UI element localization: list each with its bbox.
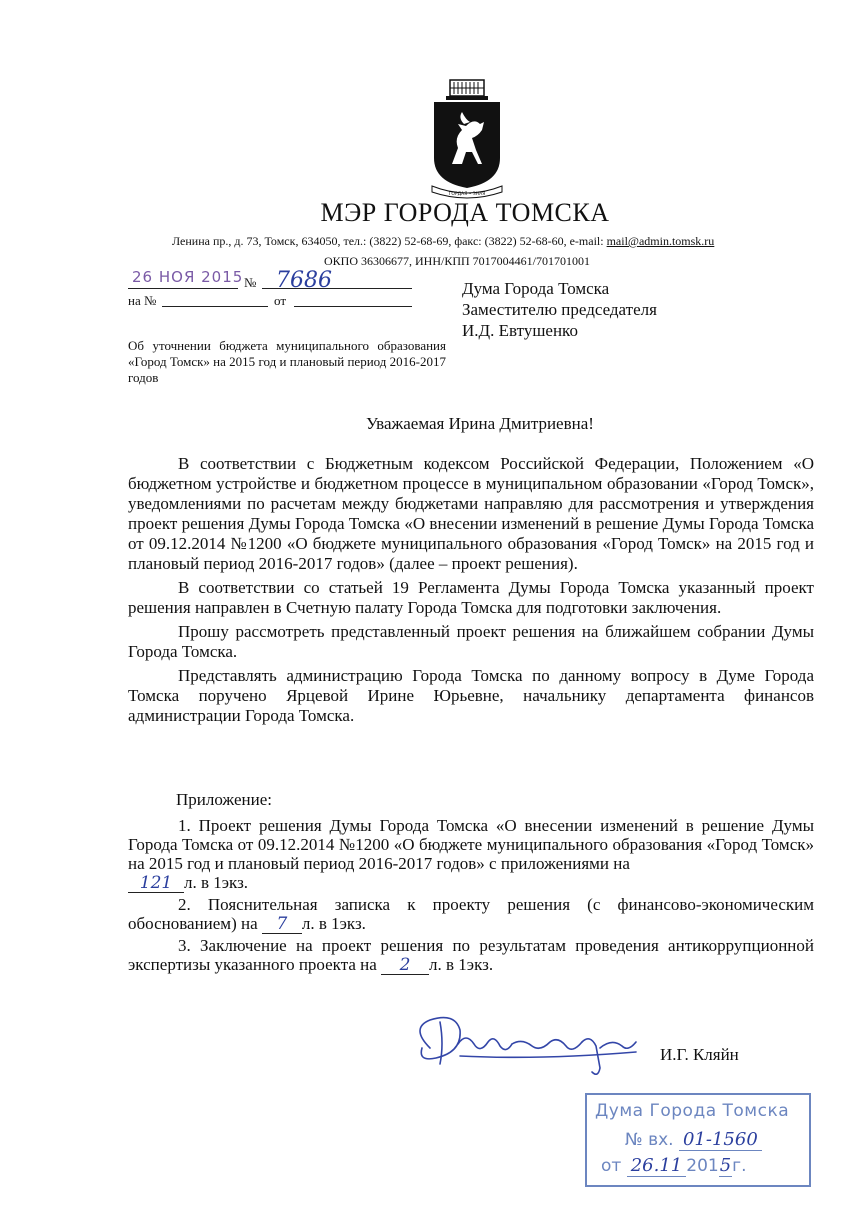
annex-list	[128, 816, 814, 977]
stamp-year-suffix: г.	[732, 1156, 747, 1176]
ref-number-label: на №	[128, 293, 157, 308]
outgoing-number: 7686	[276, 268, 332, 293]
outgoing-date-stamp: 26 НОЯ 2015	[132, 268, 244, 286]
crest-motto: ГОРДАЯ • ЗНАЯ	[448, 192, 486, 197]
stamp-date-prefix: от	[601, 1156, 622, 1176]
stamp-number-label: № вх.	[625, 1130, 674, 1150]
addressee-name: И.Д. Евтушенко	[462, 321, 578, 340]
body-paragraph: Представлять администрацию Города Томска по данному вопросу в Думе Города Томска поручено Ярцевой Ирине Юрьевне, начальнику департамента финансов администрации Города Томска.	[128, 666, 814, 725]
letter-subject: Об уточнении бюджета муниципального образования «Город Томск» на 2015 год и плановый период 2016-2017 годов	[128, 338, 446, 385]
ref-from-underline	[294, 306, 412, 307]
incoming-registration-stamp	[585, 1093, 811, 1187]
stamp-number-line	[625, 1129, 762, 1150]
signer-name: И.Г. Кляйн	[660, 1045, 739, 1064]
stamp-year-digit: 5	[719, 1155, 732, 1176]
annex-item	[128, 936, 814, 975]
greeting: Уважаемая Ирина Дмитриевна!	[366, 414, 594, 433]
number-underline	[262, 288, 412, 289]
letter-body	[128, 454, 814, 730]
ref-from-label: от	[274, 293, 287, 308]
annex-item-text: 3. Заключение на проект решения по результатам проведения антикоррупционной экспертизы указанного проекта на	[128, 936, 814, 974]
date-underline	[128, 288, 238, 289]
stamp-date-value: 26.11	[627, 1155, 687, 1177]
address-text: Ленина пр., д. 73, Томск, 634050, тел.: (3822) 52-68-69, факс: (3822) 52-68-60, e-mail:	[172, 234, 607, 248]
annex-item	[128, 895, 814, 934]
annex-item-text: 1. Проект решения Думы Города Томска «О внесении изменений в решение Думы Города Томска от 09.12.2014 №1200 «О бюджете муниципального образования «Город Томск» на 2015 год и плановый период 2016-2017 годов» с приложениями на	[128, 816, 814, 873]
ref-number-underline	[162, 306, 268, 307]
annex-item-text: 2. Пояснительная записка к проекту решения (с финансово-экономическим обоснованием) на	[128, 895, 814, 933]
annex-item	[128, 816, 814, 893]
body-paragraph: В соответствии со статьей 19 Регламента Думы Города Томска указанный проект решения направлен в Счетную палату Города Томска для подготовки заключения.	[128, 578, 814, 617]
annex-item-tail: л. в 1экз.	[301, 914, 366, 933]
letterhead-title: МЭР ГОРОДА ТОМСКА	[320, 198, 610, 227]
stamp-number-value: 01-1560	[679, 1129, 762, 1151]
letterhead-address	[172, 234, 714, 249]
body-paragraph: В соответствии с Бюджетным кодексом Российской Федерации, Положением «О бюджетном устройстве и бюджетном процессе в муниципальном образовании «Город Томск», уведомлениями по расчетам между бюджетами направляю для рассмотрения и утверждения проект решения Думы Города Томска «О внесении изменений в решение Думы Города Томска от 09.12.2014 №1200 «О бюджете муниципального образования «Город Томск» на 2015 год и плановый период 2016-2017 годов» (далее – проект решения).	[128, 454, 814, 573]
annex-item-tail: л. в 1экз.	[429, 955, 494, 974]
email-link[interactable]: mail@admin.tomsk.ru	[606, 234, 715, 248]
annex-item-pages: 2	[381, 957, 429, 975]
annex-title: Приложение:	[176, 790, 272, 809]
stamp-year-prefix: 201	[686, 1156, 719, 1176]
addressee-block	[462, 278, 657, 341]
handwritten-signature	[400, 1008, 655, 1080]
body-paragraph: Прошу рассмотреть представленный проект решения на ближайшем собрании Думы Города Томска.	[128, 622, 814, 661]
stamp-org: Дума Города Томска	[595, 1101, 790, 1121]
addressee-position: Заместителю председателя	[462, 300, 657, 319]
tomsk-coat-of-arms-icon	[428, 78, 506, 200]
annex-item-pages: 7	[262, 916, 302, 934]
number-label: №	[244, 275, 257, 290]
annex-item-pages: 121	[128, 875, 184, 893]
letterhead-okpo: ОКПО 36306677, ИНН/КПП 7017004461/701701001	[324, 254, 591, 268]
stamp-date-line	[601, 1155, 747, 1176]
addressee-org: Дума Города Томска	[462, 279, 610, 298]
annex-item-tail: л. в 1экз.	[184, 873, 249, 892]
